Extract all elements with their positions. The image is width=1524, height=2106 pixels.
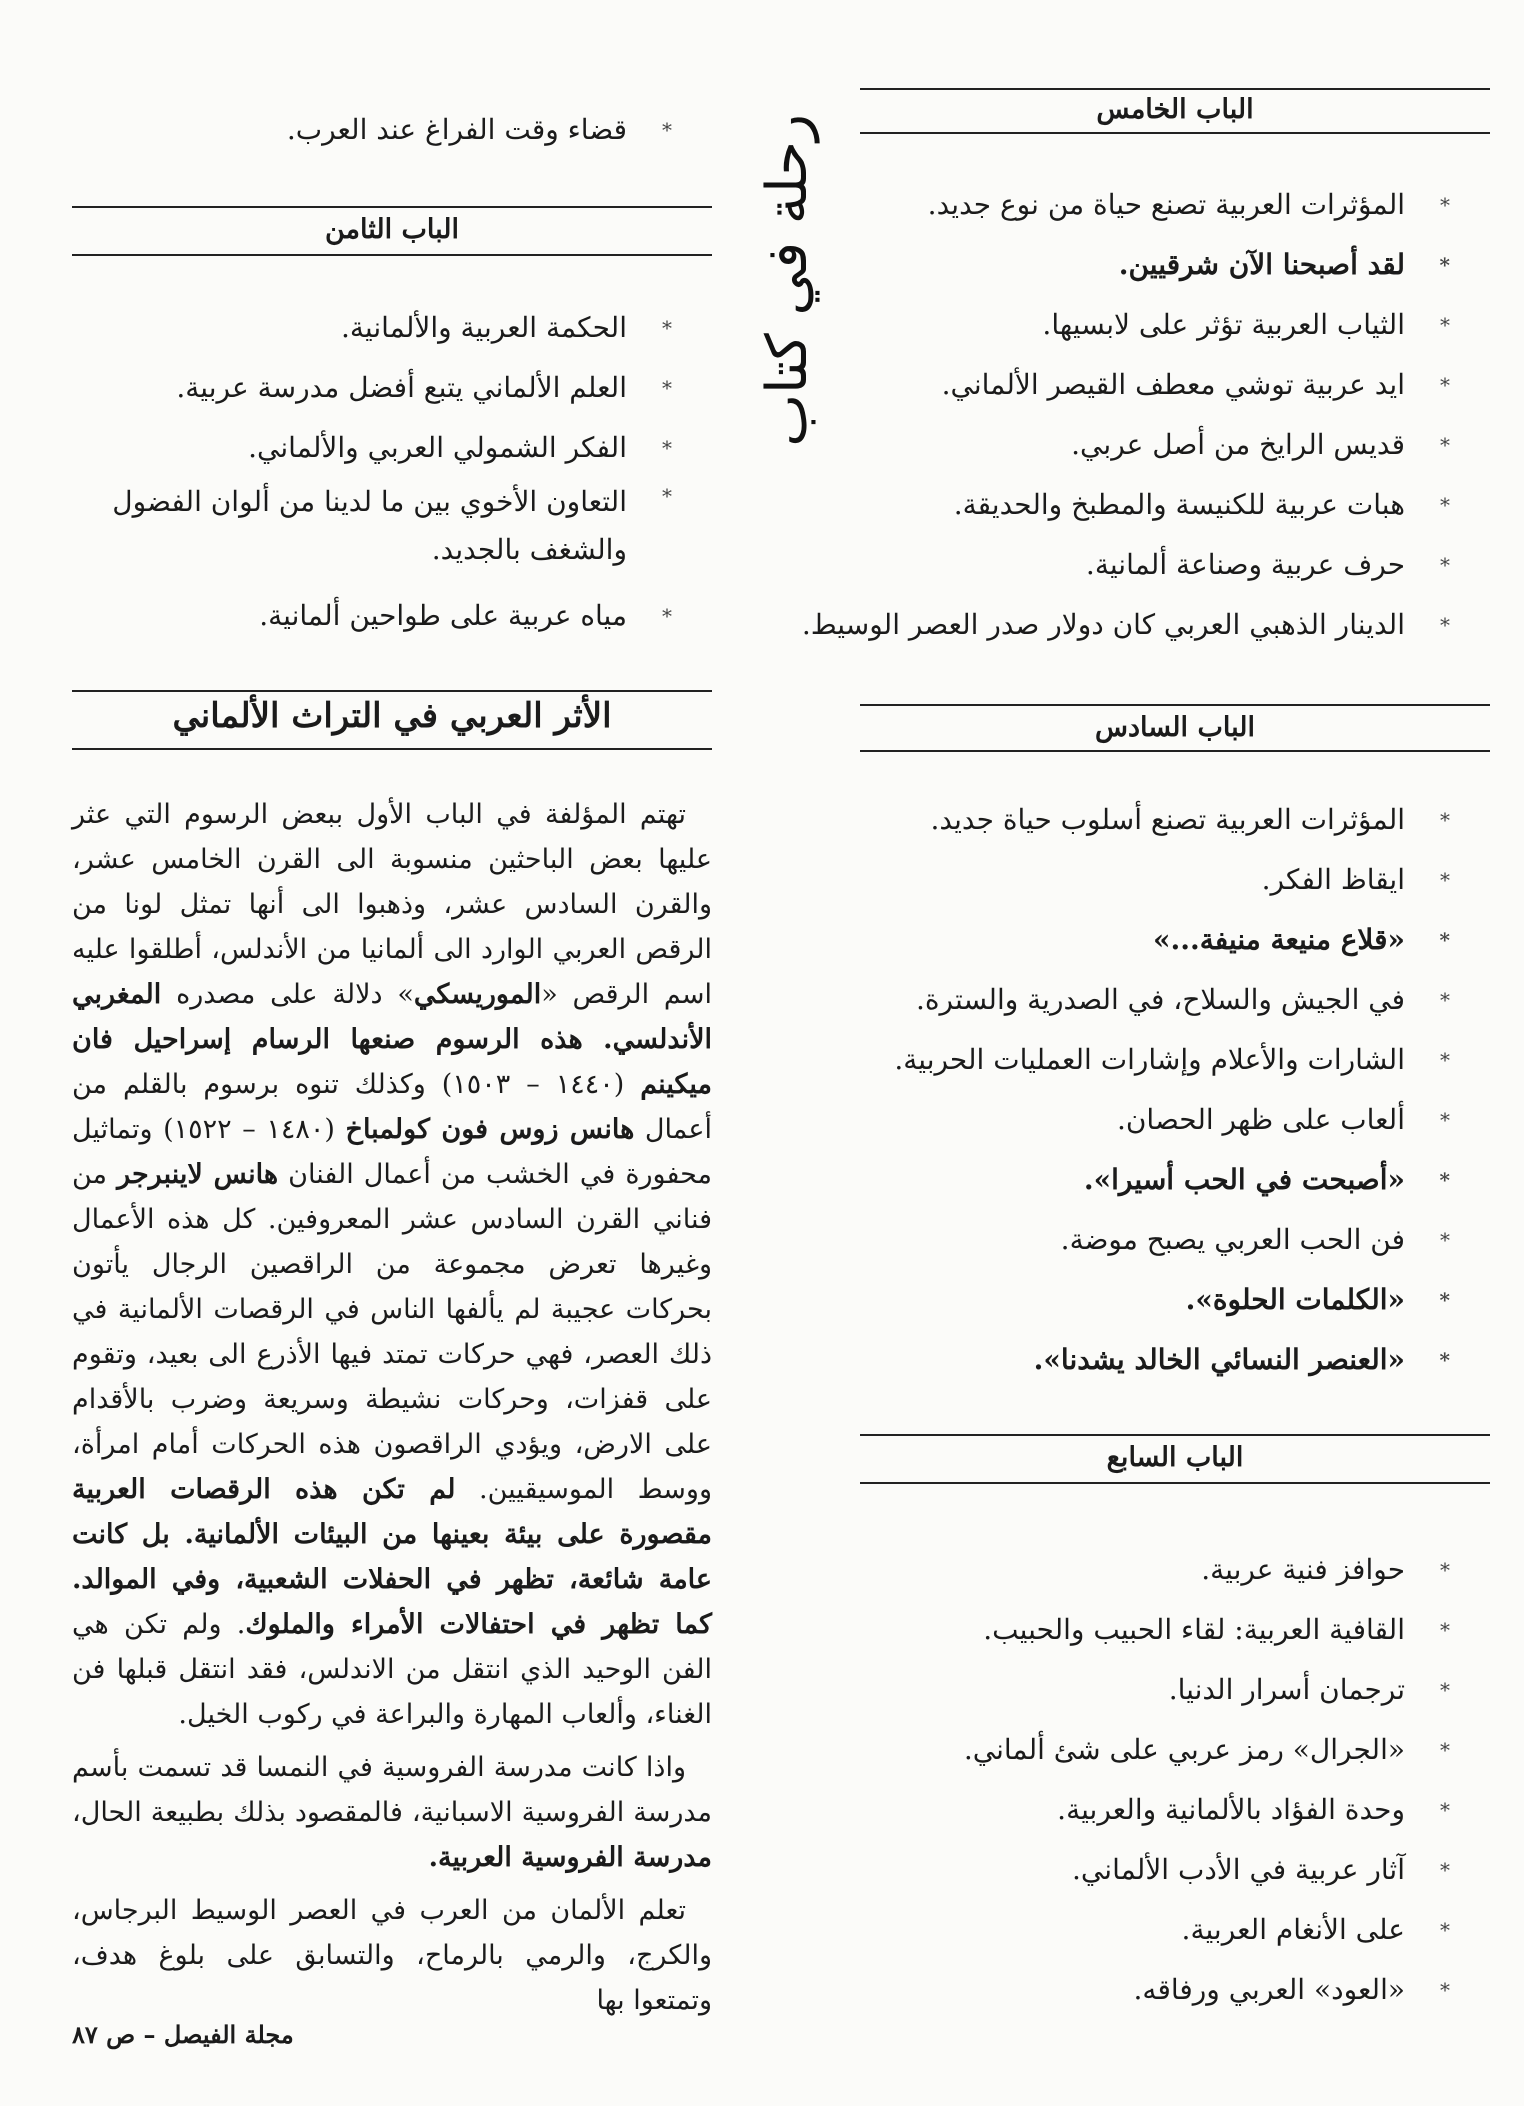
list-item: * حرف عربية وصناعة ألمانية. xyxy=(1085,548,1450,581)
chapter-8-list xyxy=(72,298,712,646)
list-item: * ايقاظ الفكر. xyxy=(1261,863,1450,896)
list-item: * في الجيش والسلاح، في الصدرية والسترة. xyxy=(915,983,1450,1016)
list-item: * التعاون الأخوي بين ما لدينا من ألوان الفضول والشغف بالجديد. xyxy=(112,484,672,566)
article-title: الأثر العربي في التراث الألماني xyxy=(172,696,612,736)
list-item: * ترجمان أسرار الدنيا. xyxy=(1168,1673,1450,1706)
section-header-chapter-5 xyxy=(860,86,1490,136)
list-item: * الفكر الشمولي العربي والألماني. xyxy=(248,431,672,464)
page-footer: مجلة الفيصل – ص ٨٧ xyxy=(72,2020,294,2049)
section-title: الباب الخامس xyxy=(1096,94,1254,125)
article-header xyxy=(72,688,712,750)
list-item: * الثياب العربية تؤثر على لابسيها. xyxy=(1042,308,1450,341)
list-item: * الدينار الذهبي العربي كان دولار صدر العصر الوسيط. xyxy=(801,608,1450,641)
list-item: * لقد أصبحنا الآن شرقيين. xyxy=(1118,248,1450,281)
article-paragraph: تهتم المؤلفة في الباب الأول ببعض الرسوم التي عثر عليها بعض الباحثين منسوبة الى القرن الخامس عشر، والقرن السادس عشر، وذهبوا الى أنها تمثل لونا من الرقص العربي الوارد الى ألمانيا من الأندلس، أطلقوا عليه اسم الرقص «الموريسكي» دلالة على مصدره المغربي الأندلسي. هذه الرسوم صنعها الرسام إسراحيل فان ميكينم (١٤٤٠ – ١٥٠٣) وكذلك تنوه برسوم بالقلم من أعمال هانس زوس فون كولمباخ (١٤٨٠ – ١٥٢٢) وتماثيل محفورة في الخشب من أعمال الفنان هانس لاينبرجر من فناني القرن السادس عشر المعروفين. كل هذه الأعمال وغيرها تعرض مجموعة من الراقصين الرجال يأتون بحركات عجيبة لم يألفها الناس في الرقصات الألمانية في ذلك العصر، فهي حركات تمتد فيها الأذرع الى بعيد، وتقوم على قفزات، وحركات نشيطة وسريعة وضرب بالأقدام على الارض، ويؤدي الراقصون هذه الحركات أمام امرأة، ووسط الموسيقيين. لم تكن هذه الرقصات العربية مقصورة على بيئة بعينها من البيئات الألمانية. بل كانت عامة شائعة، تظهر في الحفلات الشعبية، وفي الموالد. كما تظهر في احتفالات الأمراء والملوك. ولم تكن هي الفن الوحيد الذي انتقل من الاندلس، فقد انتقل قبلها فن الغناء، وألعاب المهارة والبراعة في ركوب الخيل. xyxy=(72,799,713,1730)
list-item: * آثار عربية في الأدب الألماني. xyxy=(1072,1853,1450,1886)
section-title: الباب السادس xyxy=(1095,712,1255,743)
list-item: * فن الحب العربي يصبح موضة. xyxy=(1060,1223,1450,1256)
list-item: * مياه عربية على طواحين ألمانية. xyxy=(259,599,672,632)
article-body xyxy=(72,792,712,2031)
list-item: * الحكمة العربية والألمانية. xyxy=(340,311,672,344)
list-item: * قضاء وقت الفراغ عند العرب. xyxy=(286,113,672,146)
section-header-chapter-6 xyxy=(860,702,1490,752)
list-item: * المؤثرات العربية تصنع أسلوب حياة جديد. xyxy=(930,803,1450,836)
list-item: * «أصبحت في الحب أسيرا». xyxy=(1083,1163,1450,1196)
list-item: * حوافز فنية عربية. xyxy=(1201,1553,1450,1586)
chapter-6-list xyxy=(860,790,1490,1390)
chapter-7-list xyxy=(860,1540,1490,2020)
list-item: * الشارات والأعلام وإشارات العمليات الحربية. xyxy=(894,1043,1450,1076)
section-title: الباب السابع xyxy=(1106,1442,1244,1473)
list-item: * القافية العربية: لقاء الحبيب والحبيب. xyxy=(983,1613,1450,1646)
section-header-chapter-7 xyxy=(860,1432,1490,1484)
chapter-7-continued-list xyxy=(72,100,712,160)
chapter-5-list xyxy=(801,175,1490,655)
section-header-chapter-8 xyxy=(72,204,712,256)
list-item: * «العود» العربي ورفاقه. xyxy=(1133,1973,1450,2006)
list-item: * ايد عربية توشي معطف القيصر الألماني. xyxy=(941,368,1450,401)
list-item: * «الجرال» رمز عربي على شئ ألماني. xyxy=(963,1733,1450,1766)
list-item: * المؤثرات العربية تصنع حياة من نوع جديد. xyxy=(927,188,1450,221)
list-item: * وحدة الفؤاد بالألمانية والعربية. xyxy=(1057,1793,1450,1826)
list-item: * على الأنغام العربية. xyxy=(1181,1913,1450,1946)
section-title: الباب الثامن xyxy=(324,214,460,245)
list-item: * قديس الرايخ من أصل عربي. xyxy=(1071,428,1450,461)
list-item: * «الكلمات الحلوة». xyxy=(1185,1283,1450,1316)
list-item: * «قلاع منيعة منيفة...» xyxy=(1152,923,1450,956)
list-item: * هبات عربية للكنيسة والمطبخ والحديقة. xyxy=(953,488,1450,521)
article-paragraph: واذا كانت مدرسة الفروسية في النمسا قد تسمت بأسم مدرسة الفروسية الاسبانية، فالمقصود بذلك بطبيعة الحال، مدرسة الفروسية العربية. xyxy=(72,1752,712,1873)
list-item: * «العنصر النسائي الخالد يشدنا». xyxy=(1033,1343,1450,1376)
article-paragraph: تعلم الألمان من العرب في العصر الوسيط البرجاس، والكرج، والرمي بالرماح، والتسابق على بلوغ هدف، وتمتعوا بها xyxy=(72,1895,712,2016)
list-item: * العلم الألماني يتبع أفضل مدرسة عربية. xyxy=(176,371,672,404)
list-item: * ألعاب على ظهر الحصان. xyxy=(1116,1103,1450,1136)
handwritten-column-title: رحلة في كتاب xyxy=(754,113,820,447)
